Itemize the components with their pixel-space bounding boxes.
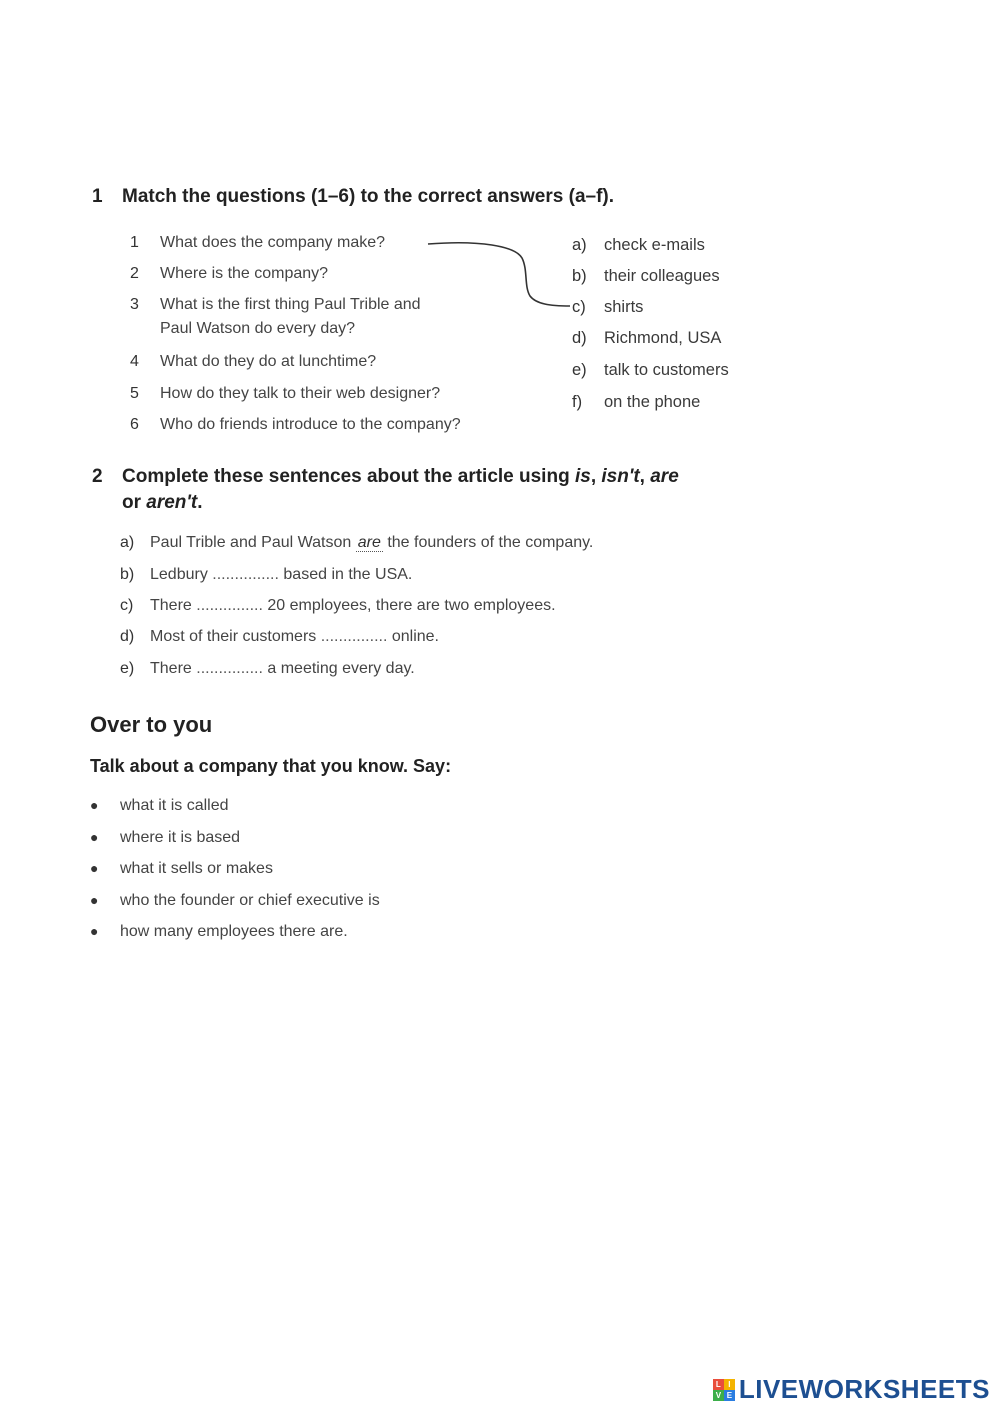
bullet-item: ● who the founder or chief executive is — [90, 888, 380, 913]
sentence-e: e) There ............... a meeting every day. — [120, 660, 415, 677]
answer-blank[interactable]: ............... — [196, 597, 263, 614]
sentence-c: c) There ............... 20 employees, there are two employees. — [120, 597, 556, 614]
talk-instruction: Talk about a company that you know. Say: — [90, 756, 452, 776]
bullet-item: ● what it sells or makes — [90, 856, 273, 881]
question-2: 2 Where is the company? — [130, 265, 329, 282]
sentence-a: a) Paul Trible and Paul Watson are the founders of the company. — [120, 534, 594, 551]
bullet-icon: ● — [90, 923, 99, 939]
bullet-item: ● what it is called — [90, 793, 229, 818]
exercise-2-title: 2 Complete these sentences about the article using is, isn't, are or aren't. — [92, 466, 679, 513]
bullet-icon: ● — [90, 829, 99, 845]
answer-d: d) Richmond, USA — [572, 329, 722, 347]
answer-e: e) talk to customers — [572, 361, 729, 379]
answer-b: b) their colleagues — [572, 267, 720, 285]
over-to-you-heading: Over to you — [90, 712, 213, 737]
sentence-b: b) Ledbury ............... based in the USA. — [120, 566, 413, 583]
liveworksheets-logo: L I V E LIVEWORKSHEETS — [713, 1374, 990, 1405]
question-5: 5 How do they talk to their web designer? — [130, 385, 441, 402]
bullet-item: ● how many employees there are. — [90, 919, 348, 944]
sentence-d: d) Most of their customers ............... online. — [120, 628, 439, 645]
bullet-icon: ● — [90, 860, 99, 876]
question-3: 3 What is the first thing Paul Trible and Paul Watson do every day? — [130, 296, 421, 337]
question-1: 1 What does the company make? — [130, 234, 386, 251]
logo-badge-icon: L I V E — [713, 1379, 735, 1401]
answer-f: f) on the phone — [572, 393, 701, 411]
answer-a: a) check e-mails — [572, 236, 705, 254]
answer-blank[interactable]: ............... — [212, 566, 279, 583]
answer-blank[interactable]: ............... — [196, 660, 263, 677]
question-4: 4 What do they do at lunchtime? — [130, 353, 377, 370]
answer-blank[interactable]: ............... — [320, 628, 388, 645]
match-connector-line — [420, 236, 580, 316]
answer-blank-filled[interactable]: are — [357, 534, 381, 551]
exercise-1-title: 1 Match the questions (1–6) to the correct answers (a–f). — [92, 186, 615, 207]
bullet-icon: ● — [90, 797, 99, 813]
bullet-item: ● where it is based — [90, 825, 240, 850]
bullet-icon: ● — [90, 892, 99, 908]
answer-c: c) shirts — [572, 298, 644, 316]
question-6: 6 Who do friends introduce to the company? — [130, 416, 461, 433]
